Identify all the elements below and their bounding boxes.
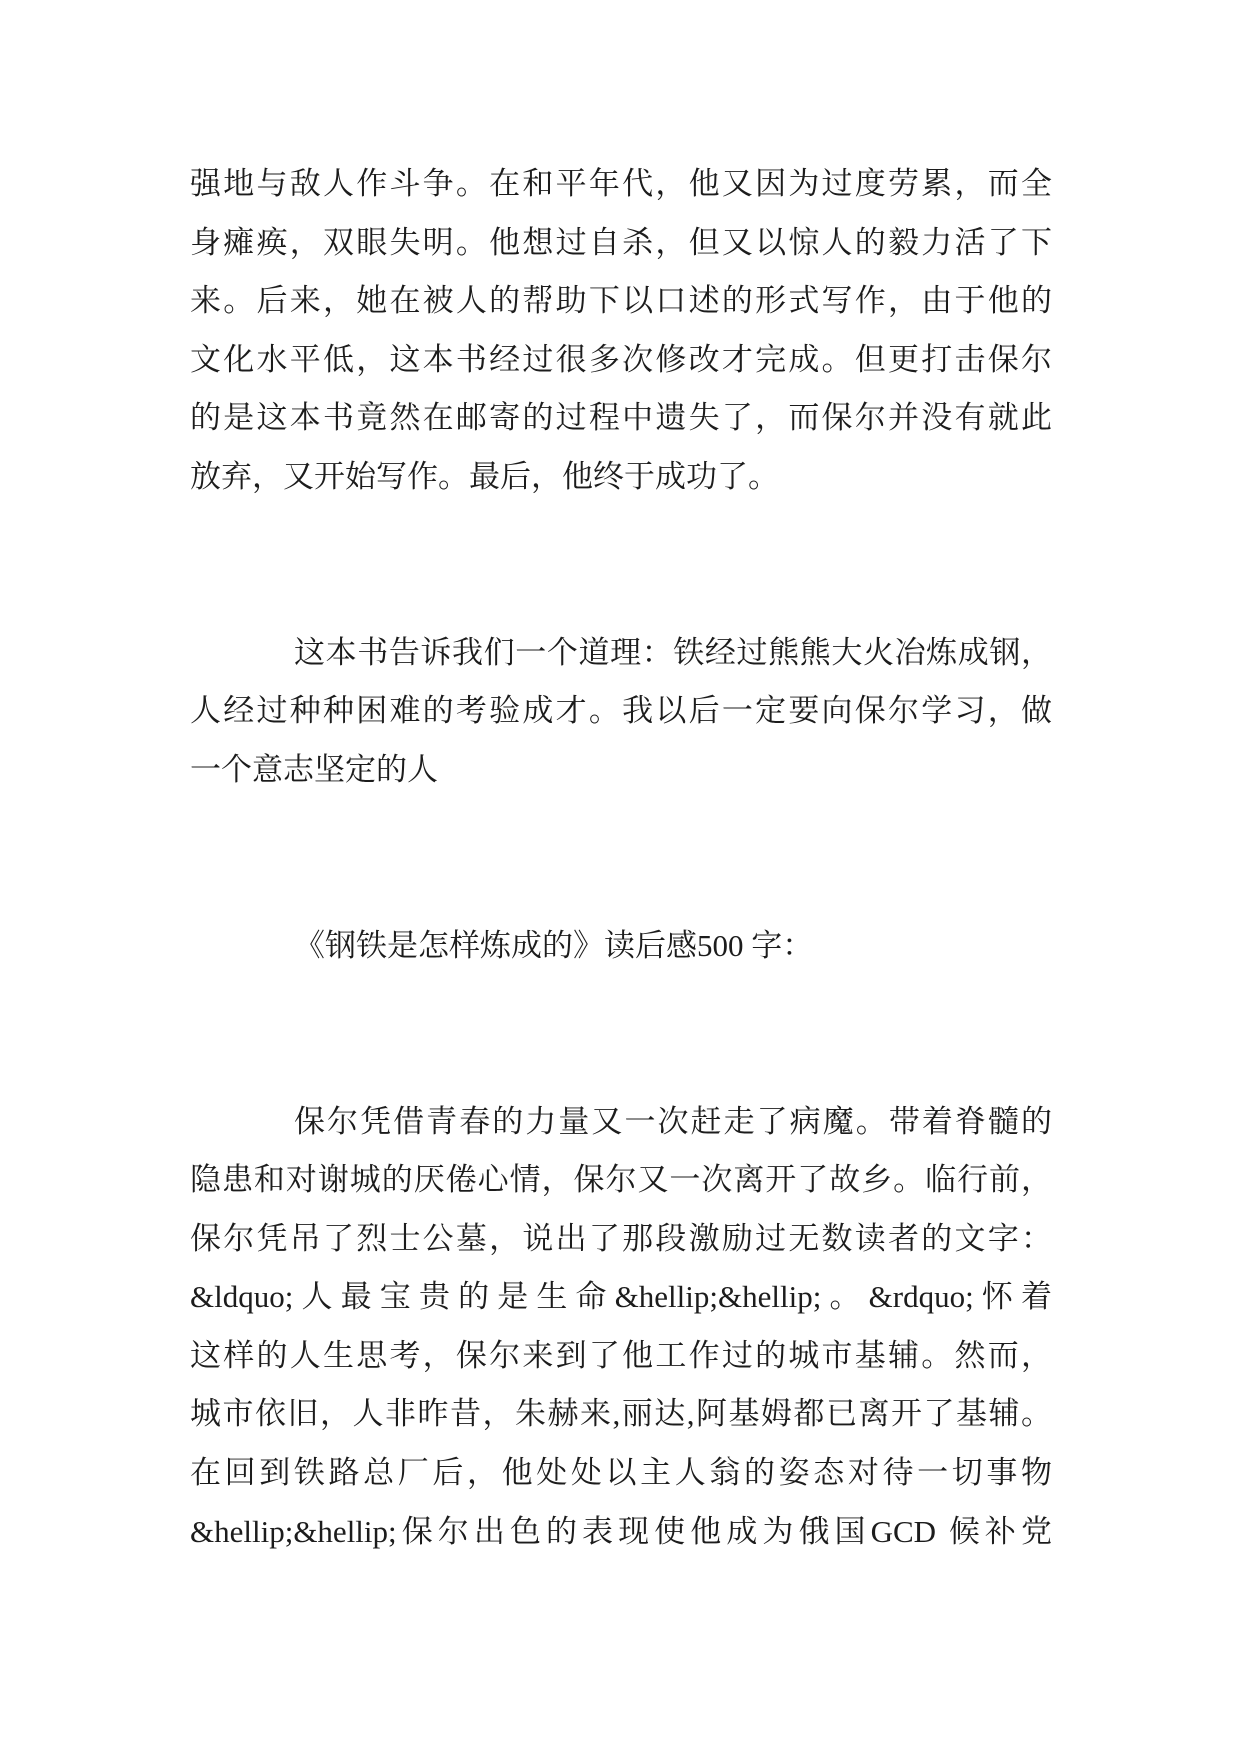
blank-lines	[190, 800, 1052, 917]
paragraph-4-line-3: 保尔凭吊了烈士公墓，说出了那段激励过无数读者的文字：	[190, 1220, 1052, 1256]
paragraph-4-line-1: 保尔凭借青春的力量又一次赶走了病魔。带着脊髓的	[294, 1103, 1052, 1139]
section-title-text: 《钢铁是怎样炼成的》读后感500 字：	[294, 927, 814, 963]
paragraph-4-line-8: &hellip;&hellip;保尔出色的表现使他成为俄国GCD 候补党	[190, 1513, 1052, 1549]
paragraph-review	[190, 1093, 1052, 1562]
paragraph-continuation	[190, 155, 1052, 507]
paragraph-4-line-2: 隐患和对谢城的厌倦心情，保尔又一次离开了故乡。临行前，	[190, 1162, 1052, 1198]
paragraph-4-line-6: 城市依旧，人非昨昔，朱赫来,丽达,阿基姆都已离开了基辅。	[190, 1396, 1052, 1432]
blank-lines	[190, 975, 1052, 1092]
paragraph-4-line-4: &ldquo;人最宝贵的是生命&hellip;&hellip;。&rdquo;怀着	[190, 1279, 1052, 1315]
paragraph-2-line-2: 人经过种种困难的考验成才。我以后一定要向保尔学习，做	[190, 693, 1052, 729]
section-title	[190, 917, 1052, 976]
blank-lines	[190, 507, 1052, 624]
body-text	[190, 155, 1052, 1561]
paragraph-4-line-5: 这样的人生思考，保尔来到了他工作过的城市基辅。然而，	[190, 1337, 1052, 1373]
paragraph-1-line-5: 的是这本书竟然在邮寄的过程中遗失了，而保尔并没有就此	[190, 400, 1052, 436]
paragraph-2-line-1: 这本书告诉我们一个道理：铁经过熊熊大火冶炼成钢，	[294, 634, 1052, 670]
paragraph-4-line-7: 在回到铁路总厂后，他处处以主人翁的姿态对待一切事物	[190, 1455, 1052, 1491]
paragraph-2-line-3: 一个意志坚定的人	[190, 751, 438, 787]
paragraph-1-line-3: 来。后来，她在被人的帮助下以口述的形式写作，由于他的	[190, 283, 1052, 319]
paragraph-1-line-6: 放弃，又开始写作。最后，他终于成功了。	[190, 458, 779, 494]
paragraph-1-line-1: 强地与敌人作斗争。在和平年代，他又因为过度劳累，而全	[190, 166, 1052, 201]
paragraph-lesson	[190, 624, 1052, 800]
paragraph-1-line-2: 身瘫痪，双眼失明。他想过自杀，但又以惊人的毅力活了下	[190, 224, 1052, 260]
paragraph-1-line-4: 文化水平低，这本书经过很多次修改才完成。但更打击保尔	[190, 341, 1052, 377]
